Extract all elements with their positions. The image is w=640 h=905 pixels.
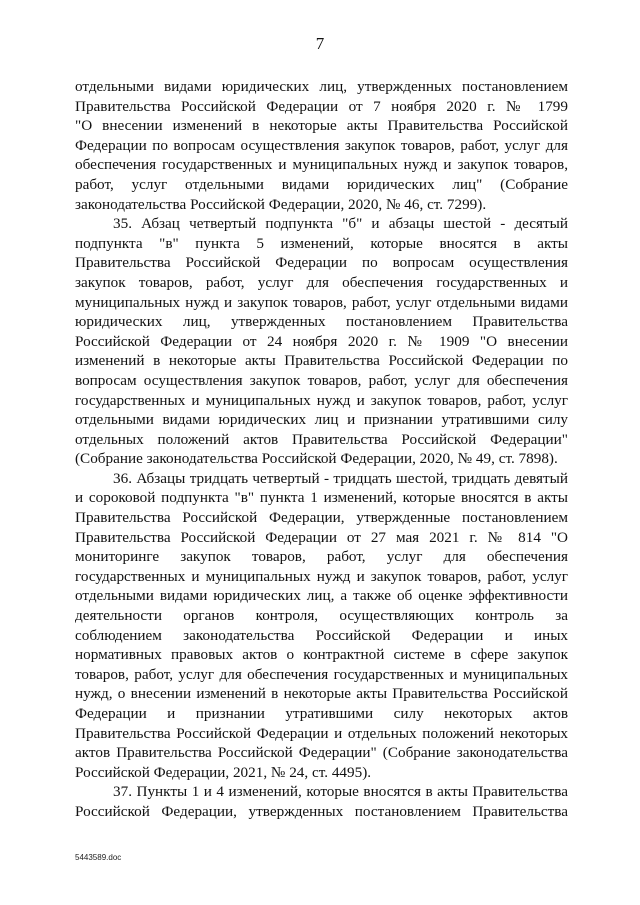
text-line: государственных и муниципальных нужд и закупок товаров, работ, услуг (75, 391, 568, 409)
text-line: 36. Абзацы тридцать четвертый - тридцать шестой, тридцать девятый (113, 469, 568, 487)
text-line: соблюдением законодательства Российской Федерации и иных (75, 626, 568, 644)
text-line: 37. Пункты 1 и 4 изменений, которые вносятся в акты Правительства (113, 783, 568, 801)
text-line: товаров, работ, услуг для обеспечения государственных и муниципальных (75, 665, 568, 683)
text-line: вопросам осуществления закупок товаров, работ, услуг для обеспечения (75, 371, 568, 389)
text-line: юридических лиц, утвержденных постановлением Правительства (75, 313, 568, 331)
text-line: подпункта "в" пункта 5 изменений, которые вносятся в акты (75, 234, 568, 252)
text-line: Правительства Российской Федерации и отдельных положений некоторых (75, 724, 568, 742)
text-line: отдельными видами юридических лиц, утвержденных постановлением (75, 78, 568, 95)
text-line: Правительства Российской Федерации от 27 мая 2021 г. № 814 "О (75, 528, 568, 546)
file-name-footer: 5443589.doc (75, 853, 122, 862)
text-line: Правительства Российской Федерации, утвержденные постановлением (75, 509, 568, 527)
text-line: Российской Федерации, утвержденных постановлением Правительства (75, 802, 568, 820)
text-line: отдельных положений актов Правительства Российской Федерации" (75, 430, 568, 448)
text-line: муниципальных нужд и закупок товаров, работ, услуг отдельными видами (75, 293, 568, 311)
text-line: и сороковой подпункта "в" пункта 1 изменений, которые вносятся в акты (75, 489, 568, 507)
text-line: работ, услуг отдельными видами юридических лиц" (Собрание (75, 175, 568, 193)
text-line: законодательства Российской Федерации, 2020, № 46, ст. 7299). (75, 195, 487, 213)
text-line: деятельности органов контроля, осуществляющих контроль за (75, 607, 568, 625)
text-line: отдельными видами юридических лиц и признании утратившими силу (75, 411, 568, 429)
text-line: Федерации по вопросам осуществления закупок товаров, работ, услуг для (75, 136, 568, 154)
text-line: изменений в некоторые акты Правительства Российской Федерации по (75, 352, 568, 370)
text-line: обеспечения государственных и муниципальных нужд и закупок товаров, (75, 156, 568, 174)
text-line: Федерации и признании утратившими силу некоторых актов (75, 705, 568, 722)
text-line: нужд, о внесении изменений в некоторые акты Правительства Российской (75, 685, 568, 703)
text-line: "О внесении изменений в некоторые акты Правительства Российской (75, 117, 568, 135)
paragraph-35 (75, 214, 568, 469)
text-line: Российской Федерации, 2021, № 24, ст. 4495). (75, 763, 372, 781)
page-number: 7 (315, 34, 325, 53)
text-line: актов Правительства Российской Федерации" (Собрание законодательства (75, 744, 568, 762)
text-line: (Собрание законодательства Российской Федерации, 2020, № 49, ст. 7898). (75, 450, 558, 468)
paragraph-37 (75, 782, 568, 821)
text-line: Правительства Российской Федерации по вопросам осуществления (75, 254, 568, 272)
paragraph-continuation (75, 77, 568, 214)
text-line: мониторинге закупок товаров, работ, услуг для обеспечения (75, 548, 568, 566)
text-line: Правительства Российской Федерации от 7 ноября 2020 г. № 1799 (75, 97, 568, 115)
document-body (75, 77, 568, 822)
text-line: отдельными видами юридических лиц, а также об оценке эффективности (75, 587, 568, 605)
text-line: 35. Абзац четвертый подпункта "б" и абзацы шестой - десятый (113, 215, 568, 233)
text-line: государственных и муниципальных нужд и закупок товаров, работ, услуг (75, 567, 568, 585)
text-line: Российской Федерации от 24 ноября 2020 г. № 1909 "О внесении (75, 332, 568, 350)
paragraph-36 (75, 469, 568, 783)
text-line: нормативных правовых актов о контрактной системе в сфере закупок (75, 646, 568, 664)
text-line: закупок товаров, работ, услуг для обеспечения государственных и (75, 273, 568, 291)
